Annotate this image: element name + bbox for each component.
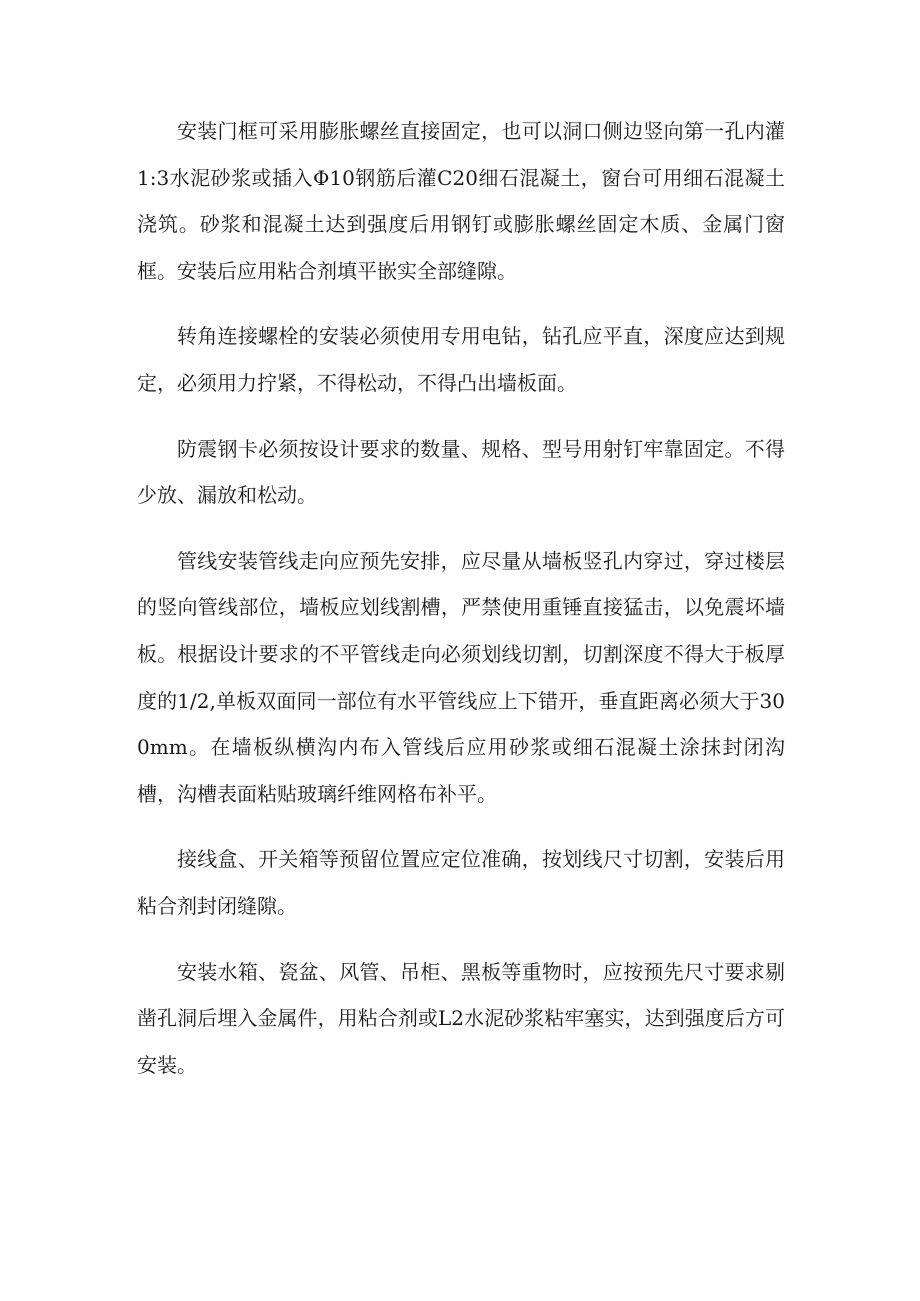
paragraph-door-frame: 安装门框可采用膨胀螺丝直接固定，也可以洞口侧边竖向第一孔内灌1:3水泥砂浆或插入Φ10钢筋后灌C20细石混凝土，窗台可用细石混凝土浇筑。砂浆和混凝土达到强度后用钢钉或膨胀螺丝固定木质、金属门窗框。安装后应用粘合剂填平嵌实全部缝隙。 bbox=[137, 119, 785, 283]
paragraph-pipeline: 管线安装管线走向应预先安排，应尽量从墙板竖孔内穿过，穿过楼层的竖向管线部位，墙板应划线割槽，严禁使用重锤直接猛击，以免震坏墙板。根据设计要求的不平管线走向必须划线切割，切割深度不得大于板厚度的1/2,单板双面同一部位有水平管线应上下错开，垂直距离必须大于300mm。在墙板纵横沟内布入管线后应用砂浆或细石混凝土涂抹封闭沟槽，沟槽表面粘贴玻璃纤维网格布补平。 bbox=[137, 548, 785, 806]
body-text bbox=[137, 108, 785, 1107]
paragraph-junction-box: 接线盒、开关箱等预留位置应定位准确，按划线尺寸切割，安装后用粘合剂封闭缝隙。 bbox=[137, 847, 785, 918]
paragraph-heavy-objects: 安装水箱、瓷盆、风管、吊柜、黑板等重物时，应按预先尺寸要求剔凿孔洞后埋入金属件，用粘合剂或L2水泥砂浆粘牢塞实，达到强度后方可安装。 bbox=[137, 959, 785, 1077]
paragraph-seismic-clip: 防震钢卡必须按设计要求的数量、规格、型号用射钉牢靠固定。不得少放、漏放和松动。 bbox=[137, 436, 785, 508]
paragraph-corner-bolt: 转角连接螺栓的安装必须使用专用电钻，钻孔应平直，深度应达到规定，必须用力拧紧，不得松动，不得凸出墙板面。 bbox=[137, 324, 785, 395]
